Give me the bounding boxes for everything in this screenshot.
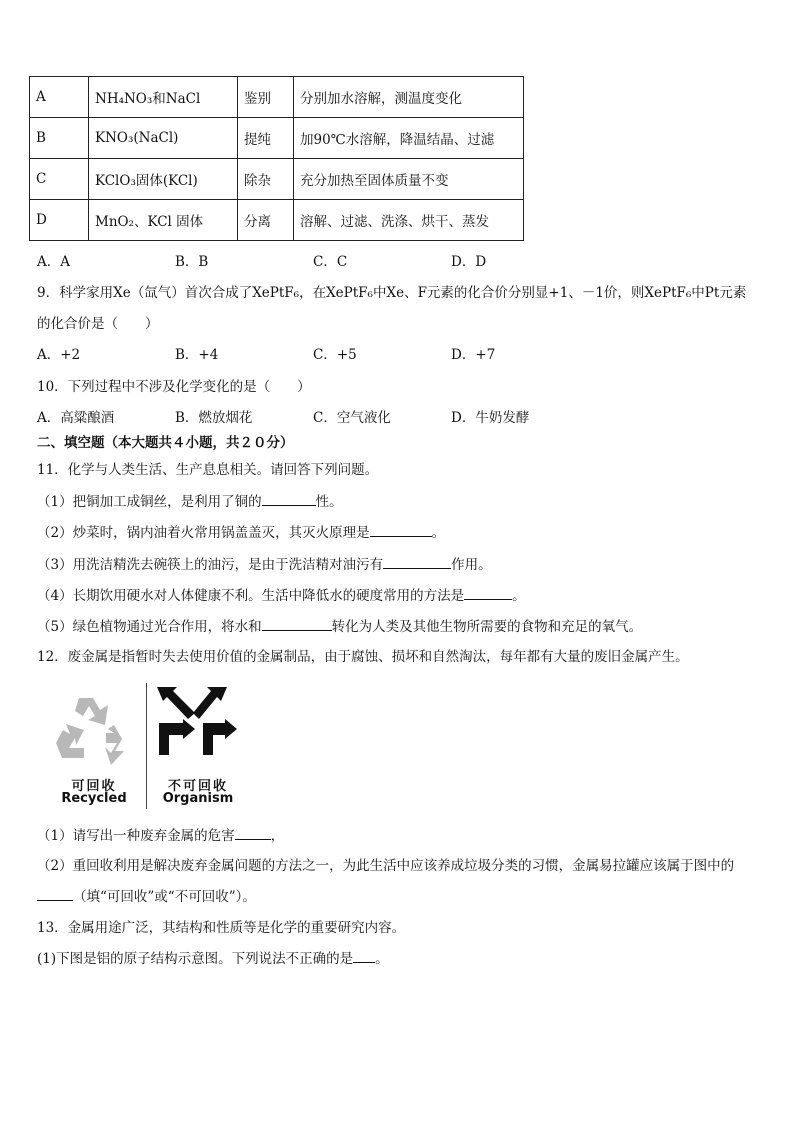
choice-b[interactable]: B．+4: [175, 347, 219, 363]
q8-choices: [37, 252, 486, 272]
answer-blank[interactable]: [262, 616, 332, 631]
organism-label-en: Organism: [162, 791, 234, 806]
method-cell: 加90℃水溶解，降温结晶、过滤: [294, 118, 524, 159]
substance-cell: MnO₂、KCl 固体: [89, 200, 238, 241]
recycle-icon: [48, 687, 138, 767]
choice-c[interactable]: C．+5: [313, 347, 357, 363]
operation-cell: 提纯: [238, 118, 294, 159]
recycled-label-cn: 可回收: [71, 779, 117, 794]
q10-choices: [37, 408, 529, 428]
q12-part2-line1: （2）重回收利用是解决废弃金属问题的方法之一，为此生活中应该养成垃圾分类的习惯，金属易拉罐应该属于图中的: [37, 858, 735, 874]
substance-cell: NH₄NO₃和NaCl: [89, 77, 238, 118]
q11-part5: （5）绿色植物通过光合作用，将水和 转化为人类及其他生物所需要的食物和充足的氧气。: [37, 616, 642, 637]
table-row: [30, 118, 524, 159]
choice-b[interactable]: B．B: [175, 254, 209, 270]
answer-blank[interactable]: [235, 825, 271, 840]
recycled-label-en: Recycled: [61, 791, 127, 806]
answer-blank[interactable]: [37, 886, 73, 901]
choice-a[interactable]: A．A: [37, 254, 70, 270]
choice-a[interactable]: A．高粱酿酒: [37, 410, 115, 426]
q12-stem: 12．废金属是指暂时失去使用价值的金属制品，由于腐蚀、损坏和自然淘汰，每年都有大量的废旧金属产生。: [37, 649, 689, 665]
option-letter: D: [30, 200, 89, 241]
answer-blank[interactable]: [370, 522, 432, 537]
operation-cell: 分离: [238, 200, 294, 241]
choice-b[interactable]: B．燃放烟花: [175, 410, 253, 426]
operation-cell: 除杂: [238, 159, 294, 200]
recycling-figure: [48, 683, 248, 813]
choice-d[interactable]: D．+7: [451, 347, 496, 363]
option-letter: B: [30, 118, 89, 159]
q11-part2: （2）炒菜时，锅内油着火常用锅盖盖灭，其灭火原理是 。: [37, 522, 445, 543]
table-row: [30, 77, 524, 118]
method-cell: 溶解、过滤、洗涤、烘干、蒸发: [294, 200, 524, 241]
answer-blank[interactable]: [383, 554, 451, 569]
substance-cell: KNO₃(NaCl): [89, 118, 238, 159]
operation-cell: 鉴别: [238, 77, 294, 118]
q13-stem: 13．金属用途广泛，其结构和性质等是化学的重要研究内容。: [37, 920, 406, 936]
figure-divider: [146, 683, 147, 809]
q9-stem-line2: 的化合价是（ ）: [37, 316, 159, 332]
q12-part2-line2: （填“可回收”或“不可回收”）。: [37, 886, 256, 907]
answer-blank[interactable]: [464, 585, 512, 600]
choice-d[interactable]: D．D: [451, 254, 487, 270]
method-cell: 分别加水溶解，测温度变化: [294, 77, 524, 118]
section-heading: 二、填空题（本大题共４小题，共２０分）: [37, 435, 294, 451]
q12-part1: （1）请写出一种废弃金属的危害 ，: [37, 825, 284, 846]
q9-choices: [37, 345, 495, 365]
options-table: [29, 76, 524, 241]
q10-stem: 10．下列过程中不涉及化学变化的是（ ）: [37, 379, 311, 395]
q13-part1: (1)下图是铝的原子结构示意图。下列说法不正确的是 。: [37, 948, 389, 969]
organism-label-cn: 不可回收: [167, 779, 228, 794]
answer-blank[interactable]: [353, 948, 375, 963]
substance-cell: KClO₃固体(KCl): [89, 159, 238, 200]
q11-part3: （3）用洗洁精洗去碗筷上的油污，是由于洗洁精对油污有 作用。: [37, 554, 492, 575]
choice-d[interactable]: D．牛奶发酵: [451, 410, 530, 426]
q11-part4: （4）长期饮用硬水对人体健康不利。生活中降低水的硬度常用的方法是 。: [37, 585, 526, 606]
q11-part1: （1）把铜加工成铜丝，是利用了铜的 性。: [37, 491, 343, 512]
choice-a[interactable]: A．+2: [37, 347, 81, 363]
non-recyclable-arrows-icon: [155, 683, 245, 763]
choice-c[interactable]: C．C: [313, 254, 348, 270]
option-letter: A: [30, 77, 89, 118]
method-cell: 充分加热至固体质量不变: [294, 159, 524, 200]
table-row: [30, 159, 524, 200]
choice-c[interactable]: C．空气液化: [313, 410, 391, 426]
option-letter: C: [30, 159, 89, 200]
answer-blank[interactable]: [262, 491, 316, 506]
q11-stem: 11．化学与人类生活、生产息息相关。请回答下列问题。: [37, 462, 379, 478]
q9-stem-line1: 9．科学家用Xe（氙气）首次合成了XePtF₆，在XePtF₆中Xe、F元素的化合价分别显+1、－1价，则XePtF₆中Pt元素: [37, 285, 747, 301]
table-row: [30, 200, 524, 241]
